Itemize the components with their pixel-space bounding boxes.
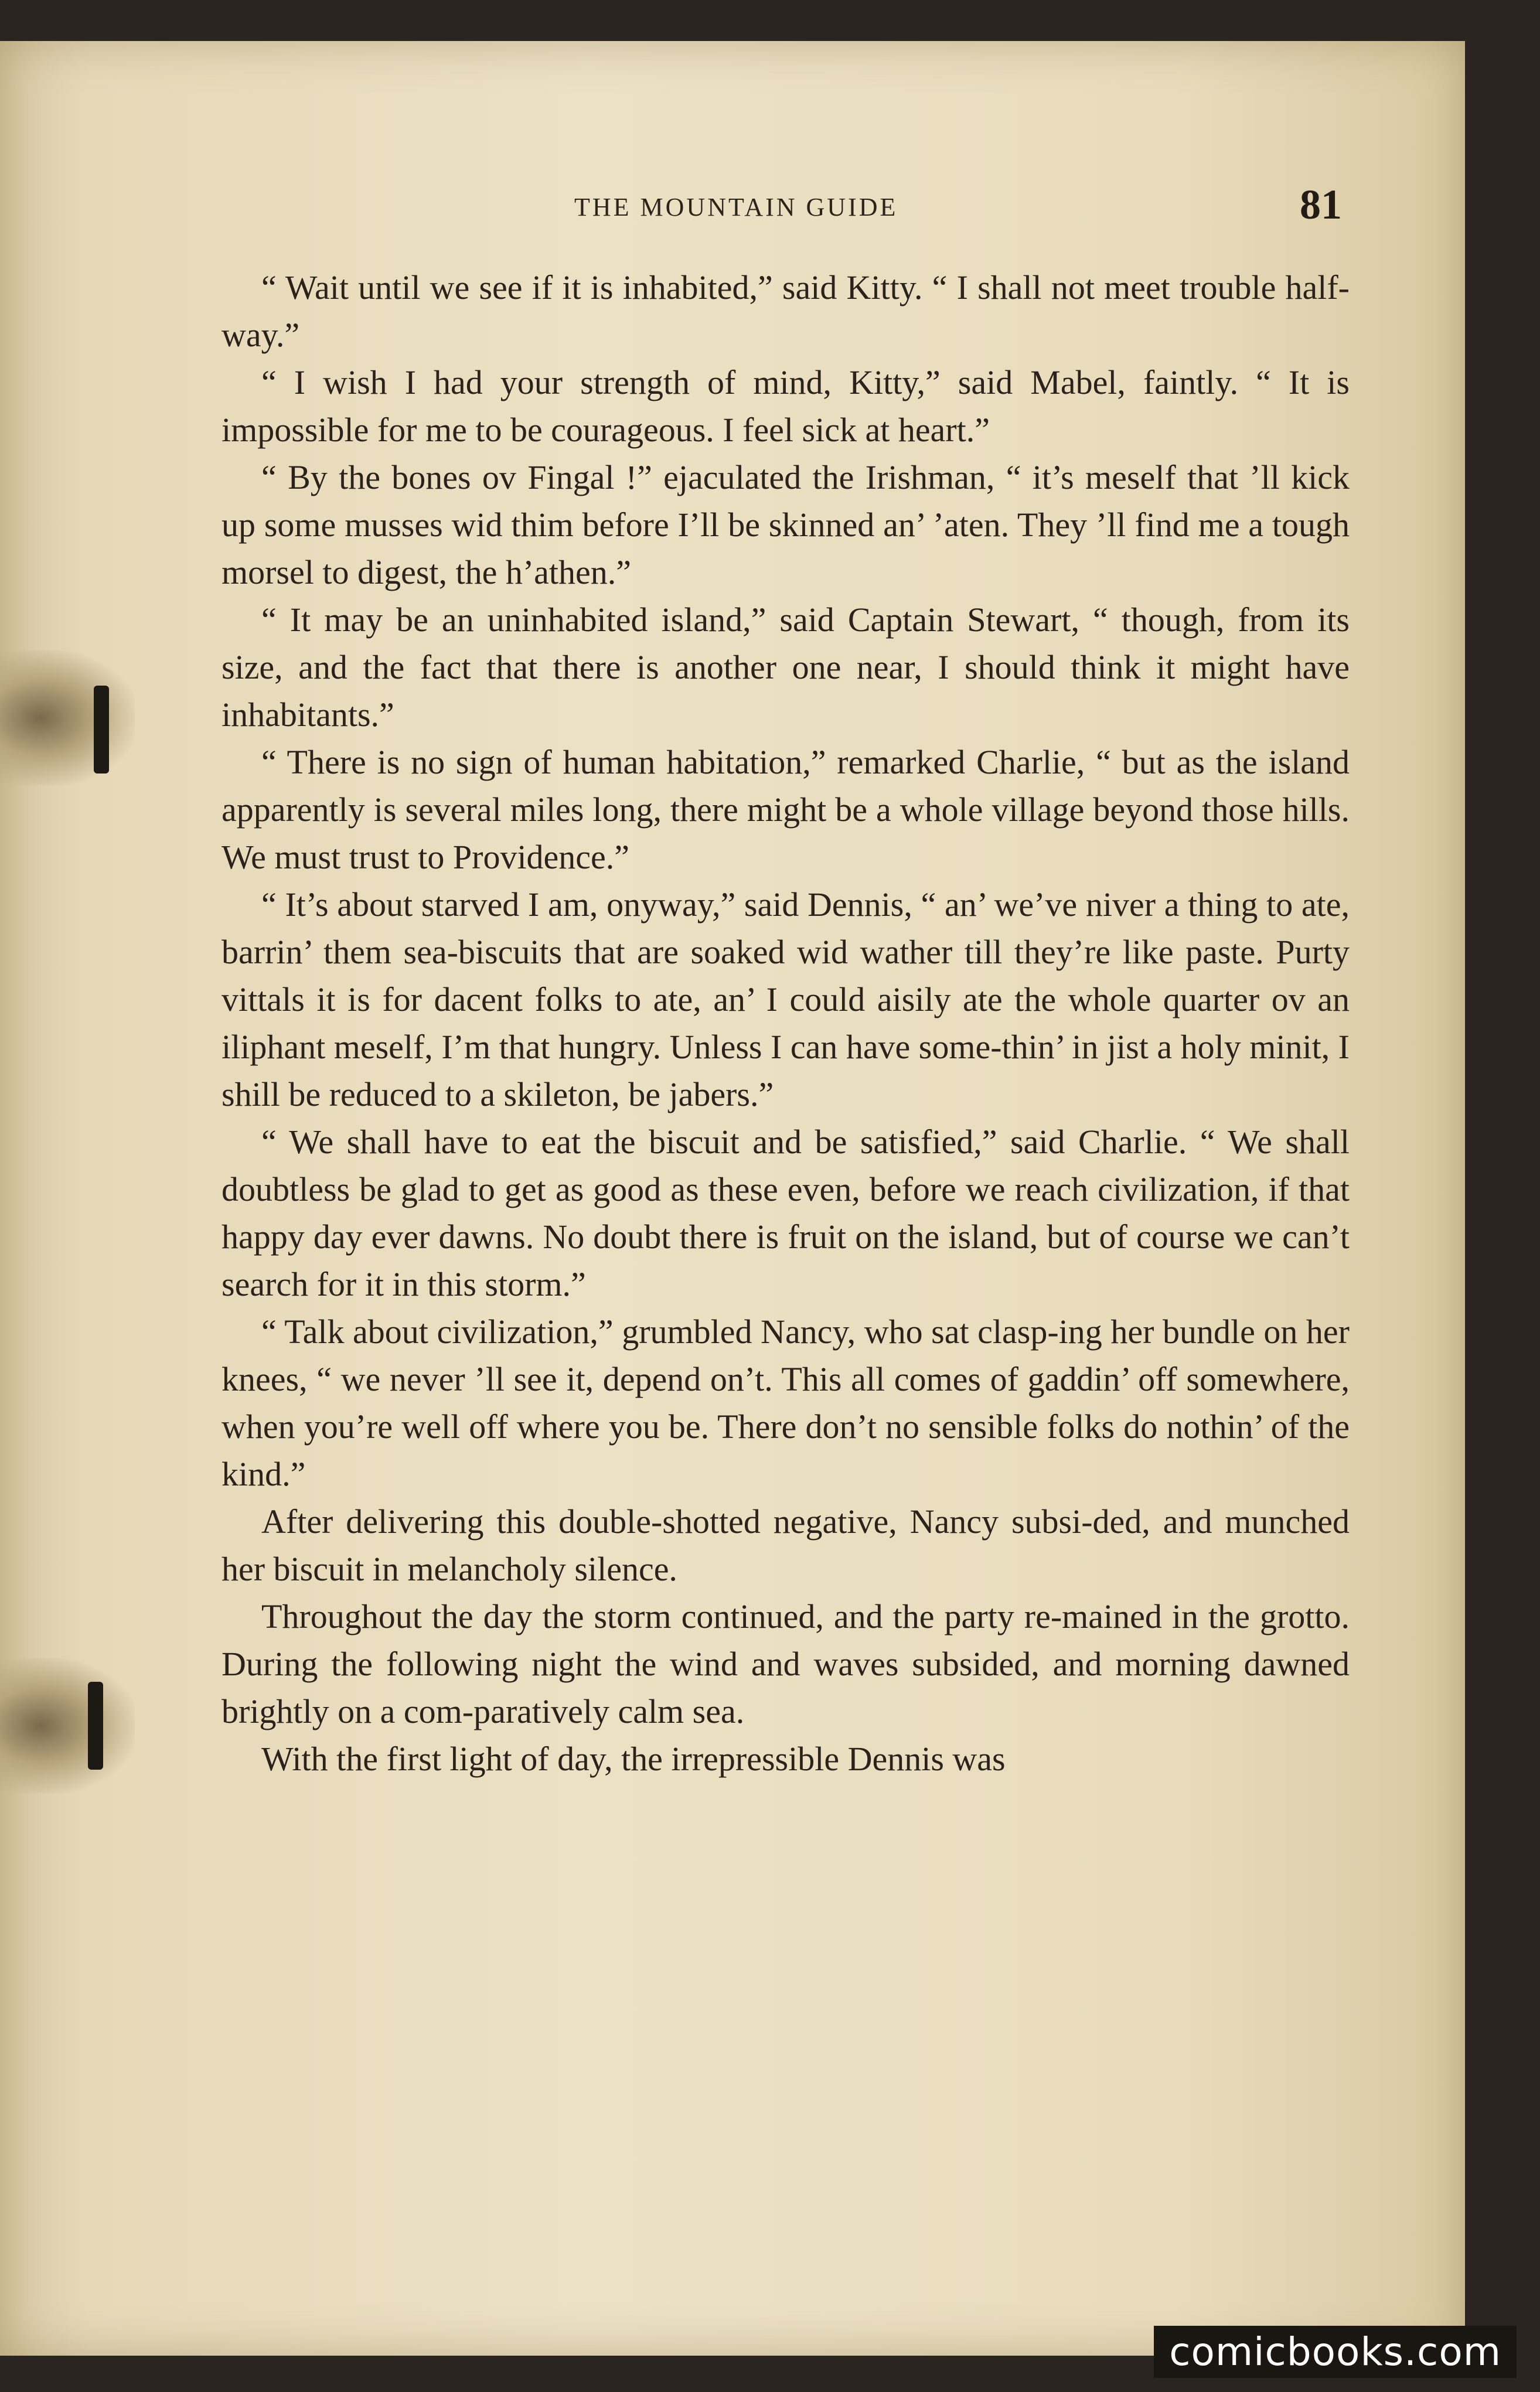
staple	[94, 686, 109, 774]
paragraph: “ It may be an uninhabited island,” said Captain Stewart, “ though, from its size, and the fact that there is another one near, I should think it might have inhabitants.”	[222, 601, 1350, 734]
staple	[88, 1682, 103, 1770]
paragraph: Throughout the day the storm continued, and the party re-mained in the grotto. During the following night the wind and waves subsided, and morning dawned brightly on a com-paratively calm sea.	[222, 1597, 1350, 1730]
binding-stain	[0, 650, 135, 785]
paragraph: “ Wait until we see if it is inhabited,” said Kitty. “ I shall not meet trouble half-way.”	[222, 268, 1350, 354]
paragraph: “ There is no sign of human habitation,” remarked Charlie, “ but as the island apparently is several miles long, there might be a whole village beyond those hills. We must trust to Providence.”	[222, 743, 1350, 876]
paragraph: “ We shall have to eat the biscuit and be satisfied,” said Charlie. “ We shall doubtless be glad to get as good as these even, before we reach civilization, if that happy day ever dawns. No doubt there is fruit on the island, but of course we can’t search for it in this storm.”	[222, 1123, 1350, 1303]
binding-stain	[0, 1658, 135, 1793]
book-page	[0, 41, 1465, 2356]
paragraph: With the first light of day, the irrepressible Dennis was	[261, 1740, 1006, 1778]
paragraph: “ Talk about civilization,” grumbled Nancy, who sat clasp-ing her bundle on her knees, “ we never ’ll see it, depend on’t. This all comes of gaddin’ off somewhere, when you’re well off where you be. There don’t no sensible folks do nothin’ of the kind.”	[222, 1313, 1350, 1493]
paragraph: “ It’s about starved I am, onyway,” said Dennis, “ an’ we’ve niver a thing to ate, barrin’ them sea-biscuits that are soaked wid wather till they’re like paste. Purty vittals it is for dacent folks to ate, an’ I could aisily ate the whole quarter ov an iliphant meself, I’m that hungry. Unless I can have some-thin’ in jist a holy minit, I shill be reduced to a skileton, be jabers.”	[222, 885, 1350, 1113]
page-header	[223, 180, 1342, 233]
watermark: comicbooks.com	[1154, 2326, 1517, 2378]
running-title: THE MOUNTAIN GUIDE	[574, 193, 898, 222]
paragraph: After delivering this double-shotted negative, Nancy subsi-ded, and munched her biscuit in melancholy silence.	[222, 1502, 1350, 1588]
page-number: 81	[1300, 181, 1342, 228]
body-text	[222, 264, 1350, 1783]
paragraph: “ I wish I had your strength of mind, Kitty,” said Mabel, faintly. “ It is impossible for me to be courageous. I feel sick at heart.”	[222, 363, 1350, 449]
paragraph: “ By the bones ov Fingal !” ejaculated the Irishman, “ it’s meself that ’ll kick up some musses wid thim before I’ll be skinned an’ ’aten. They ’ll find me a tough morsel to digest, the h’athen.”	[222, 458, 1350, 591]
